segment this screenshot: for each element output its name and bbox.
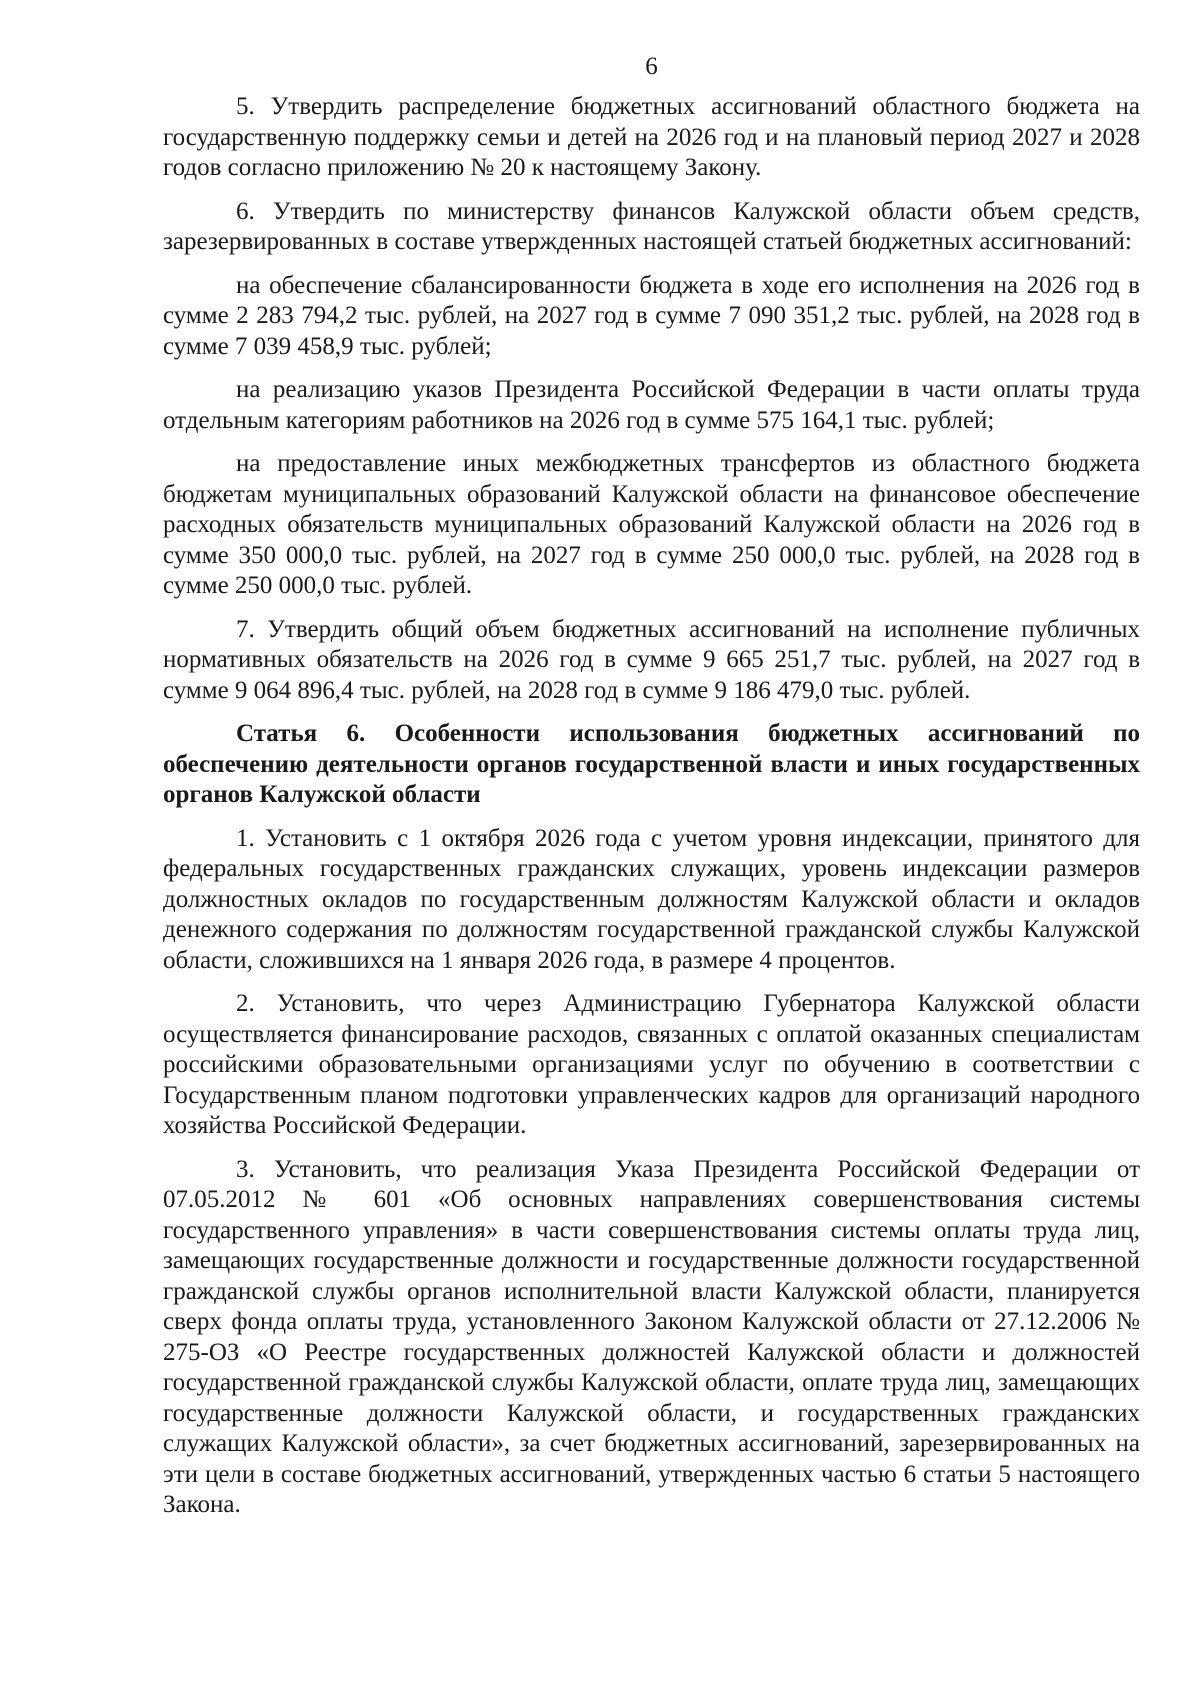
page-number: 6 xyxy=(645,53,658,80)
article-6-item-1: 1. Установить с 1 октября 2026 года с учетом уровня индексации, принятого для федеральных государственных гражданских служащих, уровень индексации размеров должностных окладов по государственным должностям Калужской области и окладов денежного содержания по должностям государственной гражданской службы Калужской области, сложившихся на 1 января 2026 года, в размере 4 процентов. xyxy=(163,824,1140,974)
paragraph-7: 7. Утвердить общий объем бюджетных ассигнований на исполнение публичных нормативных обязательств на 2026 год в сумме 9 665 251,7 тыс. рублей, на 2027 год в сумме 9 064 896,4 тыс. рублей, на 2028 год в сумме 9 186 479,0 тыс. рублей. xyxy=(163,615,1140,704)
article-6-item-3: 3. Установить, что реализация Указа Президента Российской Федерации от 07.05.2012 № 601 «Об основных направлениях совершенствования системы государственного управления» в части совершенствования системы оплаты труда лиц, замещающих государственные должности и государственные должности государственной гражданской службы органов исполнительной власти Калужской области, планируется сверх фонда оплаты труда, установленного Законом Калужской области от 27.12.2006 № 275-ОЗ «О Реестре государственных должностей Калужской области и должностей государственной гражданской службы Калужской области, оплате труда лиц, замещающих государственные должности Калужской области, и государственных гражданских служащих Калужской области», за счет бюджетных ассигнований, зарезервированных на эти цели в составе бюджетных ассигнований, утвержденных частью 6 статьи 5 настоящего Закона. xyxy=(163,1155,1140,1518)
paragraph-5: 5. Утвердить распределение бюджетных ассигнований областного бюджета на государственную поддержку семьи и детей на 2026 год и на плановый период 2027 и 2028 годов согласно приложению № 20 к настоящему Закону. xyxy=(163,93,1140,181)
article-6-heading: Статья 6. Особенности использования бюджетных ассигнований по обеспечению деятельности органов государственной власти и иных государственных органов Калужской области xyxy=(163,720,1140,808)
paragraph-6-interbudget-transfers: на предоставление иных межбюджетных трансфертов из областного бюджета бюджетам муниципальных образований Калужской области на финансовое обеспечение расходных обязательств муниципальных образований Калужской области на 2026 год в сумме 350 000,0 тыс. рублей, на 2027 год в сумме 250 000,0 тыс. рублей, на 2028 год в сумме 250 000,0 тыс. рублей. xyxy=(163,450,1140,599)
paragraph-6: 6. Утвердить по министерству финансов Калужской области объем средств, зарезервированных в составе утвержденных настоящей статьей бюджетных ассигнований: xyxy=(163,197,1140,255)
paragraph-6-presidential-decrees: на реализацию указов Президента Российской Федерации в части оплаты труда отдельным категориям работников на 2026 год в сумме 575 164,1 тыс. рублей; xyxy=(163,376,1140,434)
paragraph-6-balance: на обеспечение сбалансированности бюджета в ходе его исполнения на 2026 год в сумме 2 283 794,2 тыс. рублей, на 2027 год в сумме 7 090 351,2 тыс. рублей, на 2028 год в сумме 7 039 458,9 тыс. рублей; xyxy=(163,271,1140,360)
article-6-item-2: 2. Установить, что через Администрацию Губернатора Калужской области осуществляется финансирование расходов, связанных с оплатой оказанных специалистам российскими образовательными организациями услуг по обучению в соответствии с Государственным планом подготовки управленческих кадров для организаций народного хозяйства Российской Федерации. xyxy=(163,990,1140,1139)
document-page xyxy=(163,52,1140,1534)
